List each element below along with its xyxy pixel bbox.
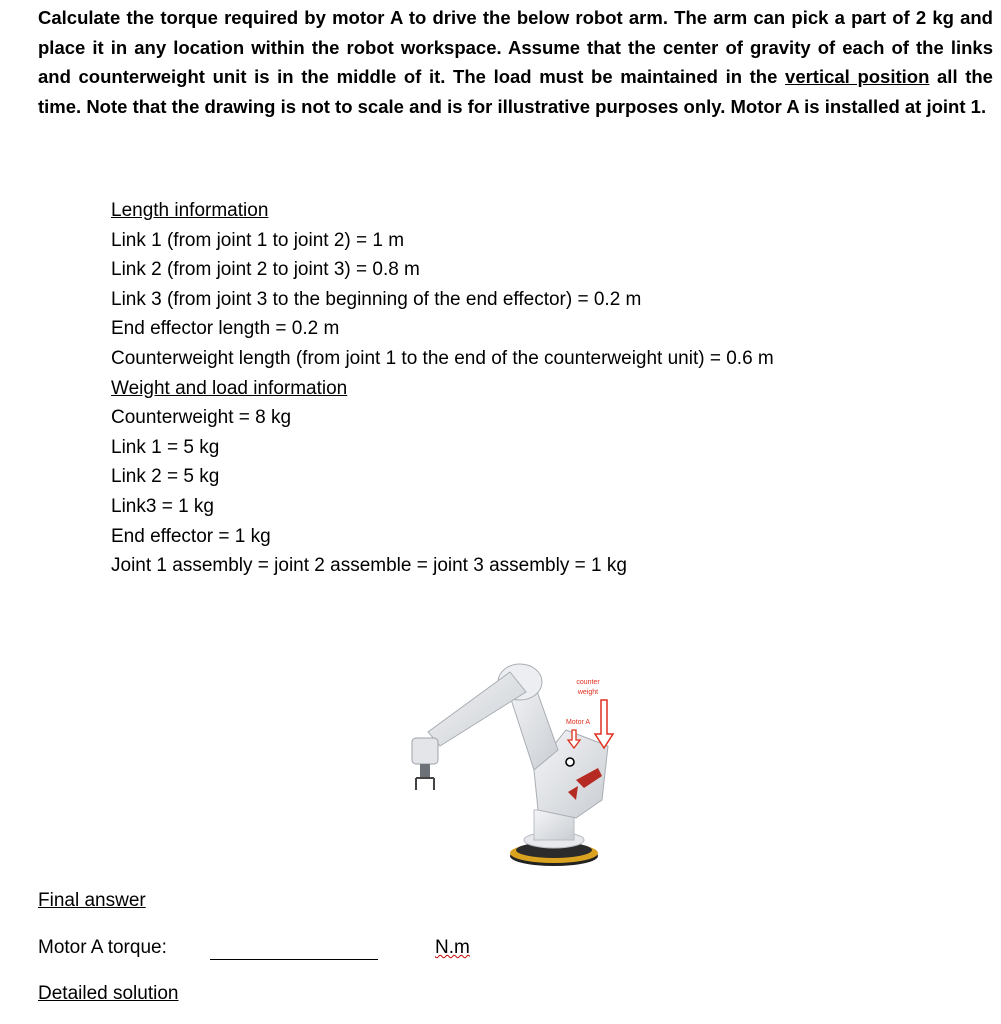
weight-info-line: Link 1 = 5 kg	[111, 436, 220, 458]
torque-answer-row	[38, 937, 538, 967]
length-info-heading: Length information	[111, 200, 269, 221]
joint-1-marker	[566, 758, 574, 766]
final-answer-heading: Final answer	[38, 890, 146, 911]
length-info-line: Link 1 (from joint 1 to joint 2) = 1 m	[111, 229, 405, 251]
counterweight-label: counter	[576, 679, 600, 686]
weight-info-line: Joint 1 assembly = joint 2 assemble = joint 3 assembly = 1 kg	[111, 555, 627, 577]
weight-info-heading: Weight and load information	[111, 377, 348, 399]
robot-wrist	[412, 738, 438, 764]
length-info-line: Link 2 (from joint 2 to joint 3) = 0.8 m	[111, 259, 420, 281]
question-part-2: all the time. Note that the drawing is not to scale and is for illustrative purposes only. Motor A is installed at joint 1.	[38, 66, 993, 117]
counterweight-arrow-icon	[595, 700, 613, 748]
question-text	[38, 3, 993, 121]
motor-a-label: Motor A	[565, 719, 591, 726]
weight-info-line: Counterweight = 8 kg	[111, 407, 292, 429]
length-info-line: Link 3 (from joint 3 to the beginning of the end effector) = 0.2 m	[111, 288, 642, 310]
torque-unit: N.m	[435, 937, 470, 958]
motor-torque-label: Motor A torque:	[38, 937, 167, 958]
length-info-line: Counterweight length (from joint 1 to the end of the counterweight unit) = 0.6 m	[111, 347, 774, 369]
end-effector-body	[420, 764, 430, 778]
counterweight-label: weight	[577, 689, 599, 696]
robot-forearm	[428, 672, 526, 746]
weight-info-line: Link 2 = 5 kg	[111, 466, 220, 488]
question-part-1: Calculate the torque required by motor A to drive the below robot arm. The arm can pick a part of 2 kg and place it in any location within the robot workspace. Assume that the center of gravity of each of the links and counterweight unit is in the middle of it. The load must be maintained in the	[38, 7, 993, 88]
robot-arm-illustration	[398, 650, 628, 875]
detailed-solution-heading: Detailed solution	[38, 983, 179, 1004]
torque-answer-blank[interactable]	[210, 959, 378, 960]
gripper-icon	[416, 778, 434, 790]
weight-info-line: Link3 = 1 kg	[111, 495, 214, 517]
length-info-line: End effector length = 0.2 m	[111, 318, 340, 340]
given-information	[111, 196, 774, 581]
question-underlined-phrase: vertical position	[785, 66, 930, 88]
weight-info-line: End effector = 1 kg	[111, 525, 271, 547]
